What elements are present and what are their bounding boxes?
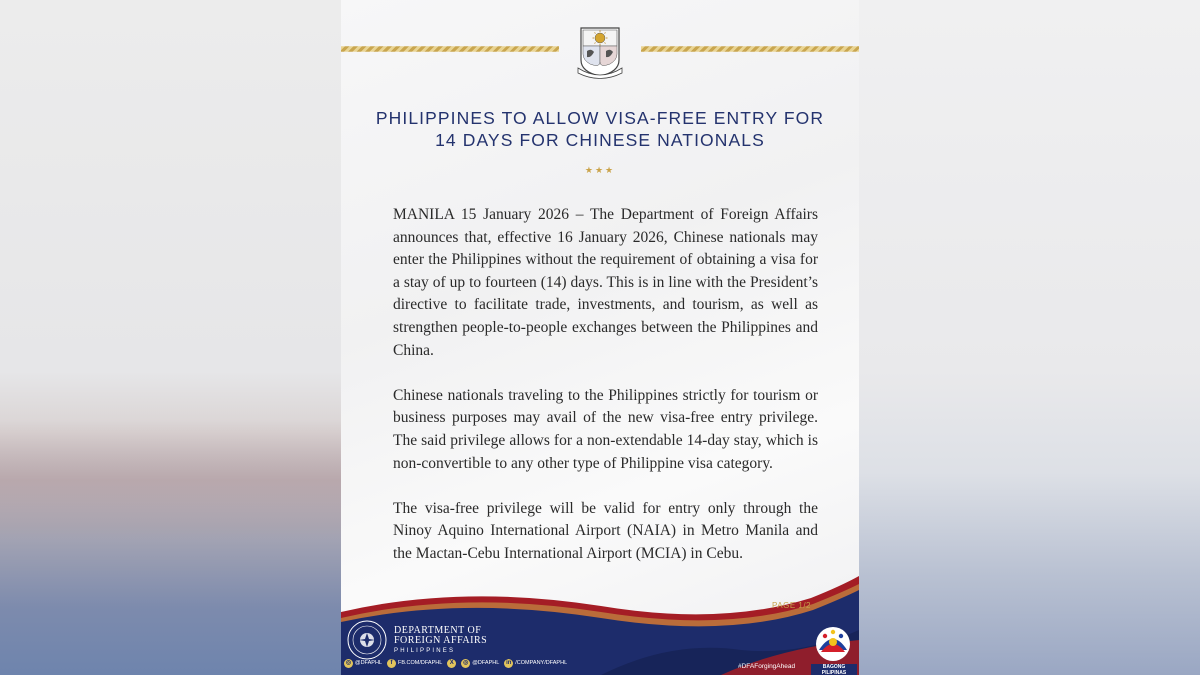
dfa-seal-icon [347, 620, 387, 660]
social-instagram[interactable] [344, 659, 382, 668]
paragraph-3: The visa-free privilege will be valid for entry only through the Ninoy Aquino International Airport (NAIA) in Metro Manila and the Mactan-Cebu International Airport (MCIA) in Cebu. [393, 499, 818, 562]
headline [371, 107, 829, 151]
page-number: PAGE 1/2 [772, 601, 811, 610]
social-handle: FB.COM/DFAPHL [397, 660, 443, 666]
social-handle: /COMPANY/DFAPHL [515, 660, 568, 666]
instagram-icon: ◎ [345, 659, 352, 666]
background-right-blur [859, 0, 1200, 675]
dfa-wordmark [394, 626, 487, 656]
dept-line-1: DEPARTMENT OF [394, 625, 482, 636]
social-handle: @DFAPHL [472, 660, 500, 666]
philippine-seal-icon [575, 24, 625, 80]
press-release-document [341, 0, 859, 675]
background-left-blur [0, 0, 341, 675]
paragraph-1: MANILA 15 January 2026 – The Department of Foreign Affairs announces that, effective 16 January 2026, Chinese nationals may enter the Philippines without the requirement of obtaining a visa for a stay of up to fourteen (14) days. This is in line with the President’s directive to facilitate trade, investments, and tourism, as well as strengthen people-to-people exchanges between the Philippines and China. [393, 206, 818, 359]
press-release-body [393, 204, 818, 588]
x-icon: X [447, 659, 456, 668]
threads-icon: ◎ [463, 659, 469, 666]
bagong-pilipinas-label: BAGONG PILIPINAS [811, 664, 857, 675]
social-handle: @DFAPHL [355, 660, 382, 666]
social-facebook[interactable] [387, 659, 442, 668]
dept-line-3: PHILIPPINES [394, 648, 456, 654]
gold-ribbon-right [641, 42, 859, 56]
social-linkedin[interactable] [504, 659, 567, 668]
linkedin-icon: in [506, 659, 512, 666]
paragraph-2: Chinese nationals traveling to the Philippines strictly for tourism or business purposes may avail of the new visa-free entry privilege. The said privilege allows for a non-extendable 14-day stay, which is non-convertible to any other type of Philippine visa category. [393, 386, 818, 472]
social-threads[interactable] [461, 659, 499, 668]
hashtag: #DFAForgingAhead [738, 663, 796, 670]
gold-ribbon-left [341, 42, 559, 56]
headline-line-1: PHILIPPINES TO ALLOW VISA-FREE ENTRY FOR [375, 108, 825, 128]
dept-line-2: FOREIGN AFFAIRS [394, 635, 488, 646]
social-links [344, 657, 567, 669]
star-divider: ★★★ [584, 165, 616, 175]
social-x[interactable] [447, 659, 456, 668]
facebook-icon: f [387, 659, 396, 668]
headline-line-2: 14 DAYS FOR CHINESE NATIONALS [435, 130, 765, 150]
